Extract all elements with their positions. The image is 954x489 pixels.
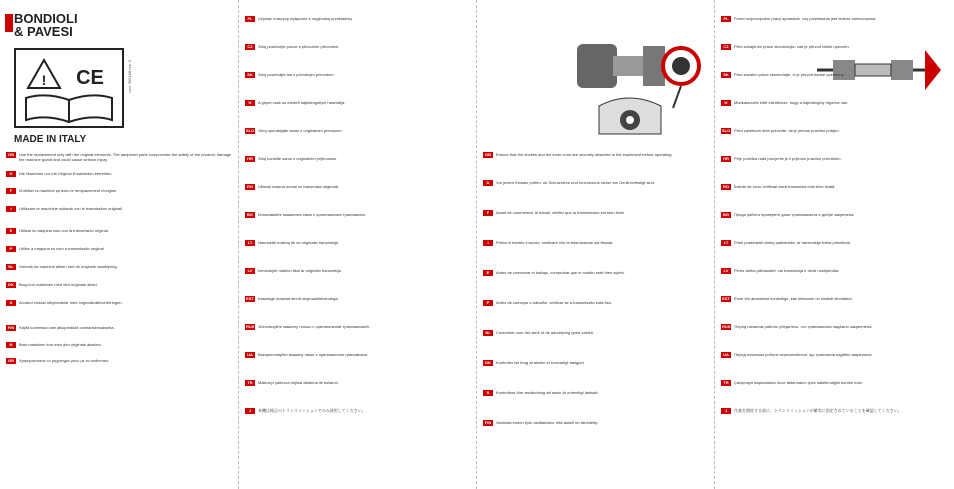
language-block-d	[483, 180, 709, 186]
language-text: Kontroller før brug at akslen er forsvarligt fastgjort.	[496, 360, 585, 365]
language-block-lt	[245, 240, 471, 246]
page-4	[715, 0, 954, 489]
language-text: Utilizzare le macchine soltanto con le trasmissioni originali.	[19, 206, 124, 211]
language-block-p	[483, 300, 709, 306]
language-tag: LV	[245, 268, 255, 274]
language-text: A gépet csak az eredeti hajtótengellyel használja.	[258, 100, 346, 105]
language-block-nl	[6, 264, 232, 270]
language-block-tr	[245, 380, 471, 386]
language-block-slo	[721, 128, 947, 134]
language-tag: J	[721, 408, 731, 414]
document-code: cod. 399188 rev. 0	[127, 60, 132, 93]
language-text: Gebruik de machine alleen met de originele aandrijving.	[19, 264, 118, 269]
language-text: Kontrollera före användning att axeln är ordentligt fastsatt.	[496, 390, 599, 395]
language-tag: HR	[245, 156, 255, 162]
language-tag: P	[483, 300, 493, 306]
language-block-i	[483, 240, 709, 246]
language-tag: D	[6, 171, 16, 177]
language-text: Die Maschine nur mit Original-Ersatzteilen betreiben.	[19, 171, 113, 176]
language-text: Controleer voor het werk of de aandrijving goed vastzit.	[496, 330, 594, 335]
language-block-rus	[245, 324, 471, 330]
manual-icon-box	[14, 48, 124, 128]
language-text: Prieš pradėdami darbą patikrinkite, ar transmisija tvirtai pritvirtinta.	[734, 240, 851, 245]
language-text: Antes de começar o trabalho, verificar se a transmissão está fixa.	[496, 300, 612, 305]
language-text: Używać maszyny wyłącznie z oryginalną przekładnią.	[258, 16, 353, 21]
language-text: Varmista ennen työn aloittamista, että akseli on kiinnitetty.	[496, 420, 599, 425]
language-tag: H	[721, 100, 731, 106]
language-tag: GB	[485, 152, 491, 157]
language-tag: NL	[6, 264, 16, 270]
language-text: Pirms darba pārbaudiet, vai transmisija ir droši nostiprināta.	[734, 268, 840, 273]
language-block-ua	[245, 352, 471, 358]
language-tag: I	[6, 206, 16, 212]
language-text: Pred začetkom dela preverite, ali je prenos pravilno pritrjen.	[734, 128, 840, 133]
page-2	[239, 0, 477, 489]
language-block-gb	[6, 152, 232, 162]
svg-text:!: !	[41, 72, 47, 88]
language-text: Χρησιμοποιείτε το μηχάνημα μόνο με τα αυθεντικά.	[19, 358, 109, 363]
language-text: Ensure that the chokes and the inner cone are securely attached to the implement before operating.	[496, 152, 673, 157]
language-tag: PL	[721, 16, 731, 22]
language-text: Используйте машину только с оригинальной трансмиссией.	[258, 324, 370, 329]
language-tag: F	[483, 210, 493, 216]
language-tag: LT	[721, 240, 731, 246]
language-block-ro	[245, 184, 471, 190]
language-block-s	[483, 390, 709, 396]
page-cover	[0, 0, 239, 489]
language-tag: D	[483, 180, 493, 186]
language-tag: FIN	[7, 325, 15, 330]
language-block-j	[721, 408, 947, 414]
language-text: Avant de commencer le travail, vérifier que la transmission est bien fixée.	[496, 210, 626, 215]
language-tag: J	[245, 408, 255, 414]
language-text: 本機は純正のトランスミッションでのみ使用してください。	[258, 408, 366, 413]
language-tag: RUS	[246, 324, 255, 329]
language-tag: TR	[721, 380, 731, 386]
language-block-hr	[721, 156, 947, 162]
language-tag: SLO	[246, 128, 255, 133]
language-text: Utilize a máquina só com a transmissão original.	[19, 246, 105, 251]
language-block-dk	[483, 360, 709, 366]
language-text: Använd endast utbytesdelar med originalkraftöverföringen.	[19, 300, 123, 305]
language-block-fin	[483, 420, 709, 426]
language-tag: S	[483, 390, 493, 396]
language-text: Преди работа проверете дали трансмисията е добре закрепена.	[734, 212, 855, 217]
language-text: Çalışmaya başlamadan önce aktarmanın iyice sabitlendiğini kontrol edin.	[734, 380, 863, 385]
language-tag: F	[6, 188, 16, 194]
shaft-attachment-illustration	[569, 16, 709, 144]
language-text: Prije početka rada provjerite je li prijenos pravilno pričvršćen.	[734, 156, 842, 161]
language-tag: RO	[723, 184, 729, 189]
language-block-fin	[6, 325, 232, 331]
language-text: Перед початком роботи переконайтеся, що трансмісія надійно закріплена.	[734, 352, 873, 357]
language-tag: NL	[483, 330, 493, 336]
language-tag: RUS	[722, 324, 731, 329]
language-block-est	[245, 296, 471, 302]
language-tag: BG	[247, 212, 253, 217]
language-tag: TR	[245, 380, 255, 386]
language-text: Käytä koneessa vain alkuperäistä voimansiirtoakselia.	[19, 325, 115, 330]
language-block-d	[6, 171, 232, 177]
language-tag: E	[6, 228, 16, 234]
language-block-i	[6, 206, 232, 212]
language-text: Use the replacement only with the original elements. The tampered parts compromise the safety of the product; damage the machine guard and could cause serious injury.	[19, 152, 232, 162]
brand-logo: BONDIOLI & PAVESI	[14, 11, 78, 39]
language-text: Brug kun maskinen med den originale aksel.	[19, 282, 98, 287]
language-block-f	[483, 210, 709, 216]
language-block-tr	[721, 380, 947, 386]
language-text: Използвайте машината само с оригиналната трансмисия.	[258, 212, 366, 217]
svg-text:CE: CE	[76, 67, 104, 89]
language-block-s	[6, 300, 232, 306]
language-block-ua	[721, 352, 947, 358]
language-tag: GB	[8, 152, 14, 157]
language-text: Naudokite mašiną tik su originalia transmisija.	[258, 240, 339, 245]
language-tag: E	[483, 270, 493, 276]
language-block-ro	[721, 184, 947, 190]
language-text: 作業を開始する前に、トランスミッションが確実に固定されていることを確認してください。	[734, 408, 902, 413]
language-block-n	[6, 342, 232, 348]
language-block-e	[483, 270, 709, 276]
language-text: Stroj koristite samo s originalnim prijenosom.	[258, 156, 338, 161]
language-text: Stroj používajte iba s pôvodným prevodom.	[258, 72, 335, 77]
language-tag: GR	[8, 358, 14, 363]
language-text: Bruk maskinen kun med den originale akselen.	[19, 342, 102, 347]
shaft-side-view-illustration	[807, 16, 947, 144]
language-text: Stroj uporabljajte samo z originalnim prenosom.	[258, 128, 343, 133]
language-block-lv	[245, 268, 471, 274]
language-block-nl	[483, 330, 709, 336]
language-block-lv	[721, 268, 947, 274]
language-tag: I	[483, 240, 493, 246]
language-text: Перед началом работы убедитесь, что трансмиссия надёжно закреплена.	[734, 324, 873, 329]
language-tag: BG	[723, 212, 729, 217]
language-block-bg	[721, 212, 947, 218]
language-tag: UA	[721, 352, 731, 358]
language-text: Înainte de lucru verificați dacă transmisia este bine fixată.	[734, 184, 836, 189]
language-text: Vor jedem Einsatz prüfen, ob Schutzrohre und Innenkonus sicher am Gerät befestigt sind.	[496, 180, 655, 185]
language-block-f	[6, 188, 232, 194]
language-block-slo	[245, 128, 471, 134]
language-text: Utilizar la máquina solo con la transmisión original.	[19, 228, 109, 233]
language-text: Antes de comenzar el trabajo, comprobar que el cardán esté bien sujeto.	[496, 270, 625, 275]
language-block-j	[245, 408, 471, 414]
language-text: Utilizați mașina numai cu transmisia originală.	[258, 184, 339, 189]
language-tag: H	[245, 100, 255, 106]
language-block-e	[6, 228, 232, 234]
language-block-h	[721, 100, 947, 106]
language-text: Stroj používejte pouze s původním převodem.	[258, 44, 340, 49]
language-text: Enne töö alustamist kontrollige, kas ülekanne on kindlalt kinnitatud.	[734, 296, 853, 301]
language-block-lt	[721, 240, 947, 246]
language-tag: CZ	[245, 44, 255, 50]
language-text: N'utiliser la machine qu'avec le remplacement d'origine.	[19, 188, 118, 193]
language-block-p	[6, 246, 232, 252]
language-block-hr	[245, 156, 471, 162]
brand-mark	[5, 14, 13, 32]
language-text: Використовуйте машину лише з оригінальною трансмісією.	[258, 352, 369, 357]
language-text: Pred začatím práce skontrolujte, či je prevod riadne upevnený.	[734, 72, 845, 77]
language-tag: SLO	[722, 128, 731, 133]
language-block-rus	[721, 324, 947, 330]
language-text: Prima di iniziare il lavoro, verificare che la trasmissione sia fissata.	[496, 240, 614, 245]
language-block-pl	[721, 16, 947, 22]
language-tag: DK	[6, 282, 16, 288]
language-text: Munkakezdés előtt ellenőrizze, hogy a hajtótengely rögzítve van.	[734, 100, 849, 105]
language-tag: LT	[245, 240, 255, 246]
language-block-cz	[245, 44, 471, 50]
language-block-h	[245, 100, 471, 106]
language-text: Makineyi yalnızca orijinal aktarma ile kullanın.	[258, 380, 339, 385]
language-tag: P	[6, 246, 16, 252]
language-block-sk	[721, 72, 947, 78]
language-tag: RO	[247, 184, 253, 189]
language-block-est	[721, 296, 947, 302]
language-block-dk	[6, 282, 232, 288]
language-tag: CZ	[721, 44, 731, 50]
language-tag: S	[6, 300, 16, 306]
language-block-gb	[483, 152, 709, 158]
language-text: Izmantojiet mašīnu tikai ar oriģinālo transmisiju.	[258, 268, 343, 273]
language-text: Před zahájením práce zkontrolujte, zda je převod řádně upevněn.	[734, 44, 850, 49]
language-text: Przed rozpoczęciem pracy sprawdzić, czy przekładnia jest dobrze zamocowana.	[734, 16, 877, 21]
language-tag: EST	[722, 296, 730, 301]
language-block-gr	[6, 358, 232, 364]
language-block-bg	[245, 212, 471, 218]
language-tag: FIN	[484, 420, 492, 425]
language-tag: N	[6, 342, 16, 348]
language-tag: LV	[721, 268, 731, 274]
manual-warning-icon	[16, 50, 122, 126]
language-tag: SK	[721, 72, 731, 78]
language-tag: EST	[246, 296, 254, 301]
language-tag: PL	[245, 16, 255, 22]
language-block-cz	[721, 44, 947, 50]
language-block-sk	[245, 72, 471, 78]
page-3	[477, 0, 715, 489]
language-tag: UA	[245, 352, 255, 358]
language-text: Kasutage masinat ainult originaalülekandega.	[258, 296, 339, 301]
made-in-italy: MADE IN ITALY	[14, 134, 87, 145]
language-tag: SK	[245, 72, 255, 78]
language-tag: HR	[721, 156, 731, 162]
language-block-pl	[245, 16, 471, 22]
language-tag: DK	[483, 360, 493, 366]
